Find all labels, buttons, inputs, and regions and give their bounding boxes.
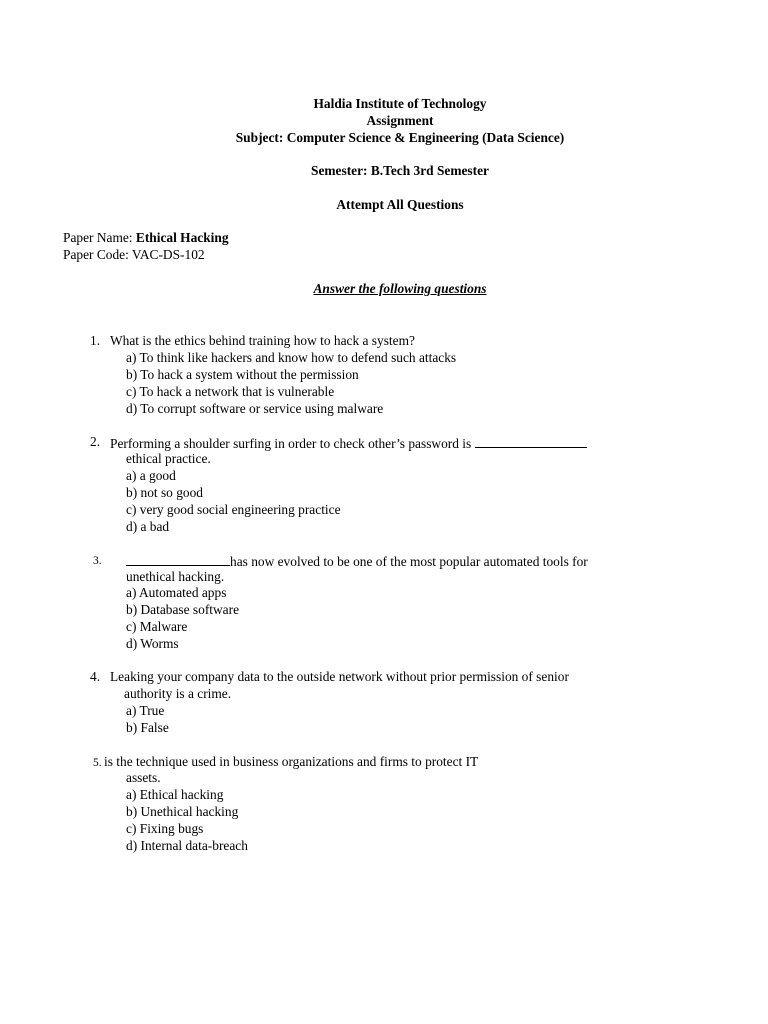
paper-code-line: Paper Code: VAC-DS-102 [63, 246, 205, 262]
institute-name: Haldia Institute of Technology [313, 96, 487, 111]
paper-name-line [63, 230, 229, 247]
option-d: d) Internal data-breach [126, 838, 248, 853]
option-a: a) To think like hackers and know how to defend such attacks [126, 350, 457, 365]
question-number: 3. [93, 555, 102, 567]
fill-blank [475, 434, 587, 448]
document-header [0, 96, 768, 146]
question-text: is the technique used in business organizations and firms to protect IT [104, 754, 479, 769]
subject-line: Subject: Computer Science & Engineering (Data Science) [235, 129, 565, 145]
option-b: b) Unethical hacking [126, 804, 239, 819]
question-text-line [110, 434, 587, 451]
question-text-line [126, 552, 588, 569]
option-c: c) Fixing bugs [126, 821, 204, 836]
question-text: Leaking your company data to the outside network without prior permission of senior [110, 669, 569, 684]
question-continuation: assets. [126, 770, 161, 785]
document-type: Assignment [366, 112, 434, 128]
option-b: b) To hack a system without the permission [126, 367, 359, 382]
option-d: d) a bad [126, 519, 170, 534]
option-c: c) To hack a network that is vulnerable [126, 384, 335, 399]
option-c: c) very good social engineering practice [126, 502, 341, 517]
question-continuation: authority is a crime. [124, 686, 232, 701]
option-a: a) a good [126, 468, 176, 483]
option-d: d) To corrupt software or service using malware [126, 401, 384, 416]
question-text: Performing a shoulder surfing in order to check other’s password is [110, 436, 472, 451]
question-number: 2. [90, 434, 101, 449]
option-a: a) True [126, 703, 165, 718]
instruction-line: Attempt All Questions [336, 197, 464, 212]
option-c: c) Malware [126, 619, 188, 634]
paper-info [63, 230, 229, 264]
paper-name-value: Ethical Hacking [135, 230, 229, 245]
paper-name-label: Paper Name: [63, 230, 136, 245]
option-d: d) Worms [126, 636, 179, 651]
fill-blank [126, 552, 230, 566]
question-continuation: ethical practice. [126, 451, 211, 466]
question-number: 1. [90, 333, 101, 348]
option-a: a) Automated apps [126, 585, 227, 600]
semester-line: Semester: B.Tech 3rd Semester [311, 163, 489, 178]
question-number: 4. [90, 669, 101, 684]
option-b: b) not so good [126, 485, 203, 500]
question-text: What is the ethics behind training how to hack a system? [110, 333, 415, 348]
option-a: a) Ethical hacking [126, 787, 224, 802]
question-number: 5. [93, 757, 102, 769]
question-continuation: unethical hacking. [126, 569, 225, 584]
option-b: b) Database software [126, 602, 240, 617]
answer-heading: Answer the following questions [313, 281, 487, 296]
question-text: has now evolved to be one of the most popular automated tools for [230, 554, 588, 569]
option-b: b) False [126, 720, 169, 735]
